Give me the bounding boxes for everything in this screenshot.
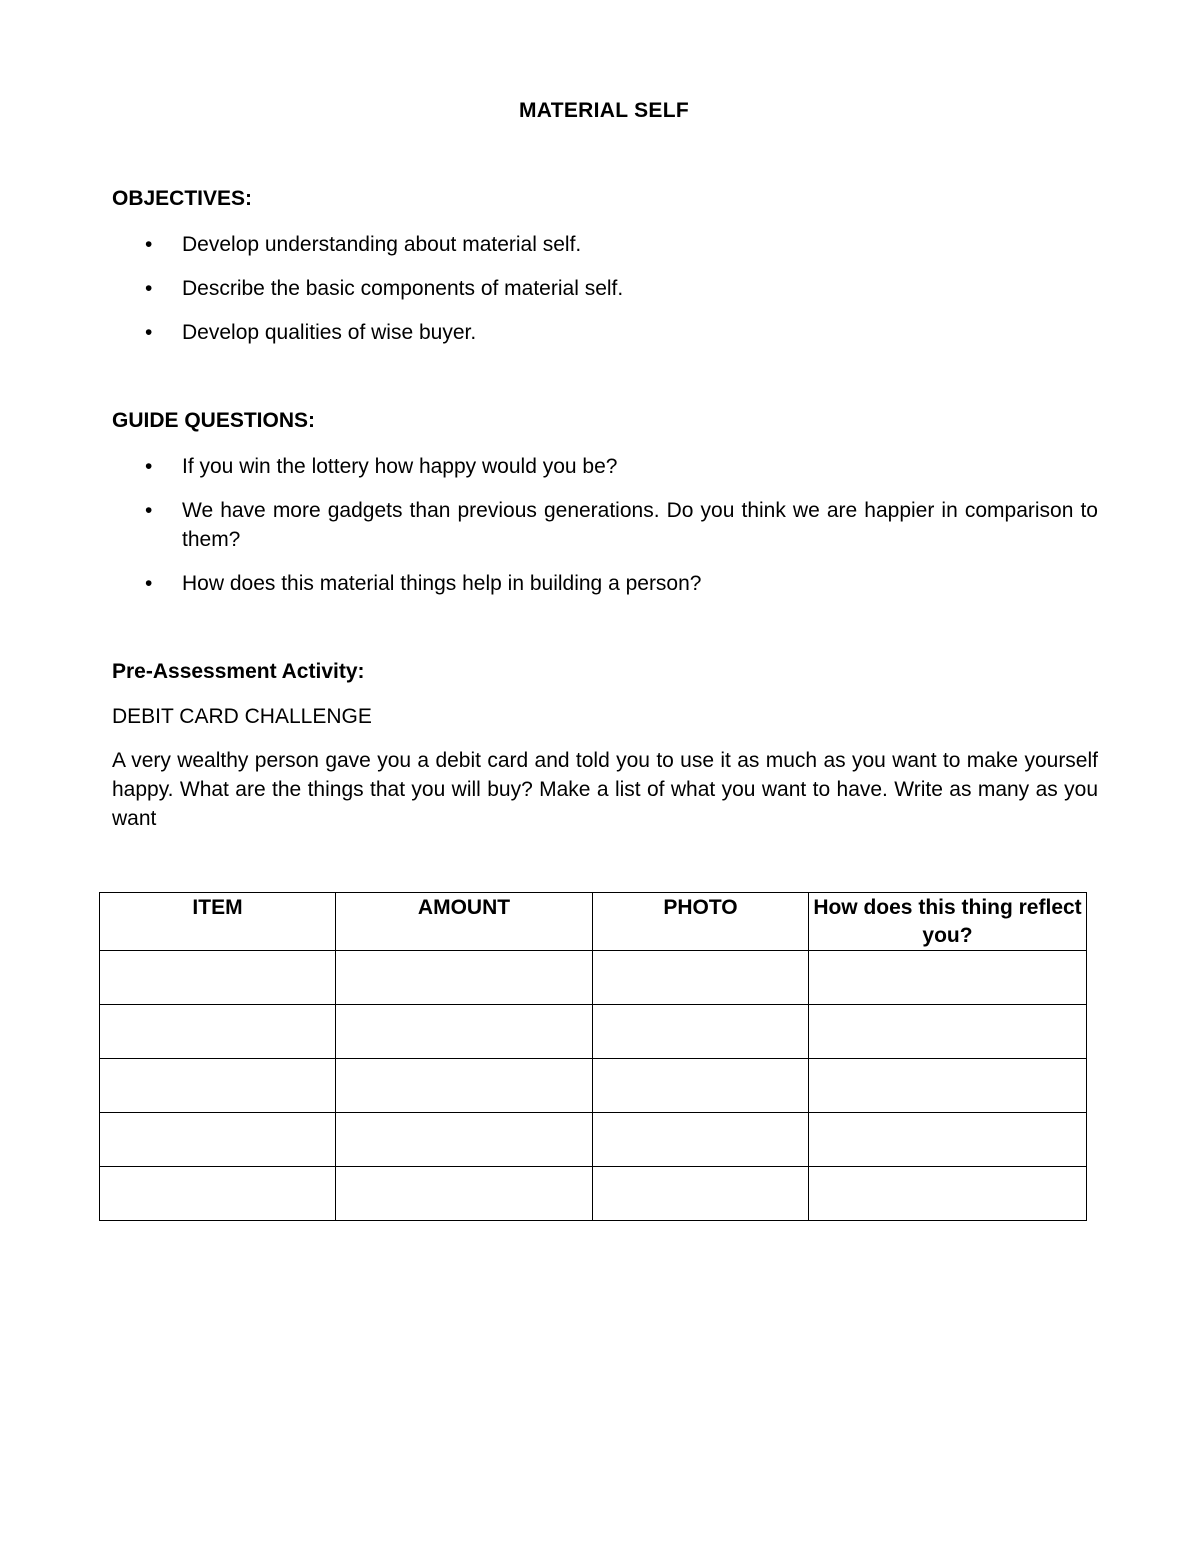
activity-name: DEBIT CARD CHALLENGE xyxy=(112,705,372,728)
page-title: MATERIAL SELF xyxy=(519,99,689,122)
table-row xyxy=(100,1005,1087,1059)
table-cell[interactable] xyxy=(336,951,593,1005)
column-header-photo: PHOTO xyxy=(593,893,809,951)
table-cell[interactable] xyxy=(809,1113,1087,1167)
guide-questions-list xyxy=(112,452,1098,598)
objective-text: Develop qualities of wise buyer. xyxy=(182,321,477,344)
table-cell[interactable] xyxy=(593,1113,809,1167)
table-cell[interactable] xyxy=(336,1113,593,1167)
bullet-icon: • xyxy=(145,499,153,522)
objective-text: Describe the basic components of material self. xyxy=(182,277,624,300)
table-cell[interactable] xyxy=(336,1059,593,1113)
question-text: If you win the lottery how happy would you be? xyxy=(182,455,618,478)
column-header-item: ITEM xyxy=(100,893,336,951)
table-cell[interactable] xyxy=(593,1059,809,1113)
question-text: We have more gadgets than previous generations. Do you think we are happier in comparison to them? xyxy=(182,499,1098,551)
table-cell[interactable] xyxy=(100,1113,336,1167)
objective-item xyxy=(112,230,1098,259)
objectives-heading: OBJECTIVES: xyxy=(112,187,253,210)
wish-list-table xyxy=(99,892,1087,1221)
table-row xyxy=(100,1113,1087,1167)
table-cell[interactable] xyxy=(809,1059,1087,1113)
table-cell[interactable] xyxy=(100,1167,336,1221)
pre-assessment-heading: Pre-Assessment Activity: xyxy=(112,660,365,683)
question-item xyxy=(112,452,1098,481)
table-cell[interactable] xyxy=(100,951,336,1005)
table-row xyxy=(100,1167,1087,1221)
table-cell[interactable] xyxy=(809,1167,1087,1221)
table-cell[interactable] xyxy=(593,951,809,1005)
column-header-reflection: How does this thing reflect you? xyxy=(809,893,1087,951)
bullet-icon: • xyxy=(145,455,153,478)
activity-instructions: A very wealthy person gave you a debit card and told you to use it as much as you want to make yourself happy. What are the things that you will buy? Make a list of what you want to have. Write as many as you want xyxy=(112,749,1098,830)
table-cell[interactable] xyxy=(100,1059,336,1113)
table-header-row xyxy=(100,893,1087,951)
table-cell[interactable] xyxy=(593,1167,809,1221)
table-cell[interactable] xyxy=(100,1005,336,1059)
table-cell[interactable] xyxy=(336,1005,593,1059)
table-row xyxy=(100,1059,1087,1113)
table-row xyxy=(100,951,1087,1005)
objective-item xyxy=(112,318,1098,347)
table-cell[interactable] xyxy=(809,1005,1087,1059)
guide-questions-heading: GUIDE QUESTIONS: xyxy=(112,409,316,432)
question-item xyxy=(112,496,1098,554)
bullet-icon: • xyxy=(145,321,153,344)
table-cell[interactable] xyxy=(809,951,1087,1005)
table-cell[interactable] xyxy=(593,1005,809,1059)
objectives-list xyxy=(112,230,1098,347)
bullet-icon: • xyxy=(145,233,153,256)
bullet-icon: • xyxy=(145,277,153,300)
table-cell[interactable] xyxy=(336,1167,593,1221)
column-header-amount: AMOUNT xyxy=(336,893,593,951)
objective-item xyxy=(112,274,1098,303)
question-text: How does this material things help in building a person? xyxy=(182,572,702,595)
question-item xyxy=(112,569,1098,598)
bullet-icon: • xyxy=(145,572,153,595)
objective-text: Develop understanding about material self. xyxy=(182,233,582,256)
